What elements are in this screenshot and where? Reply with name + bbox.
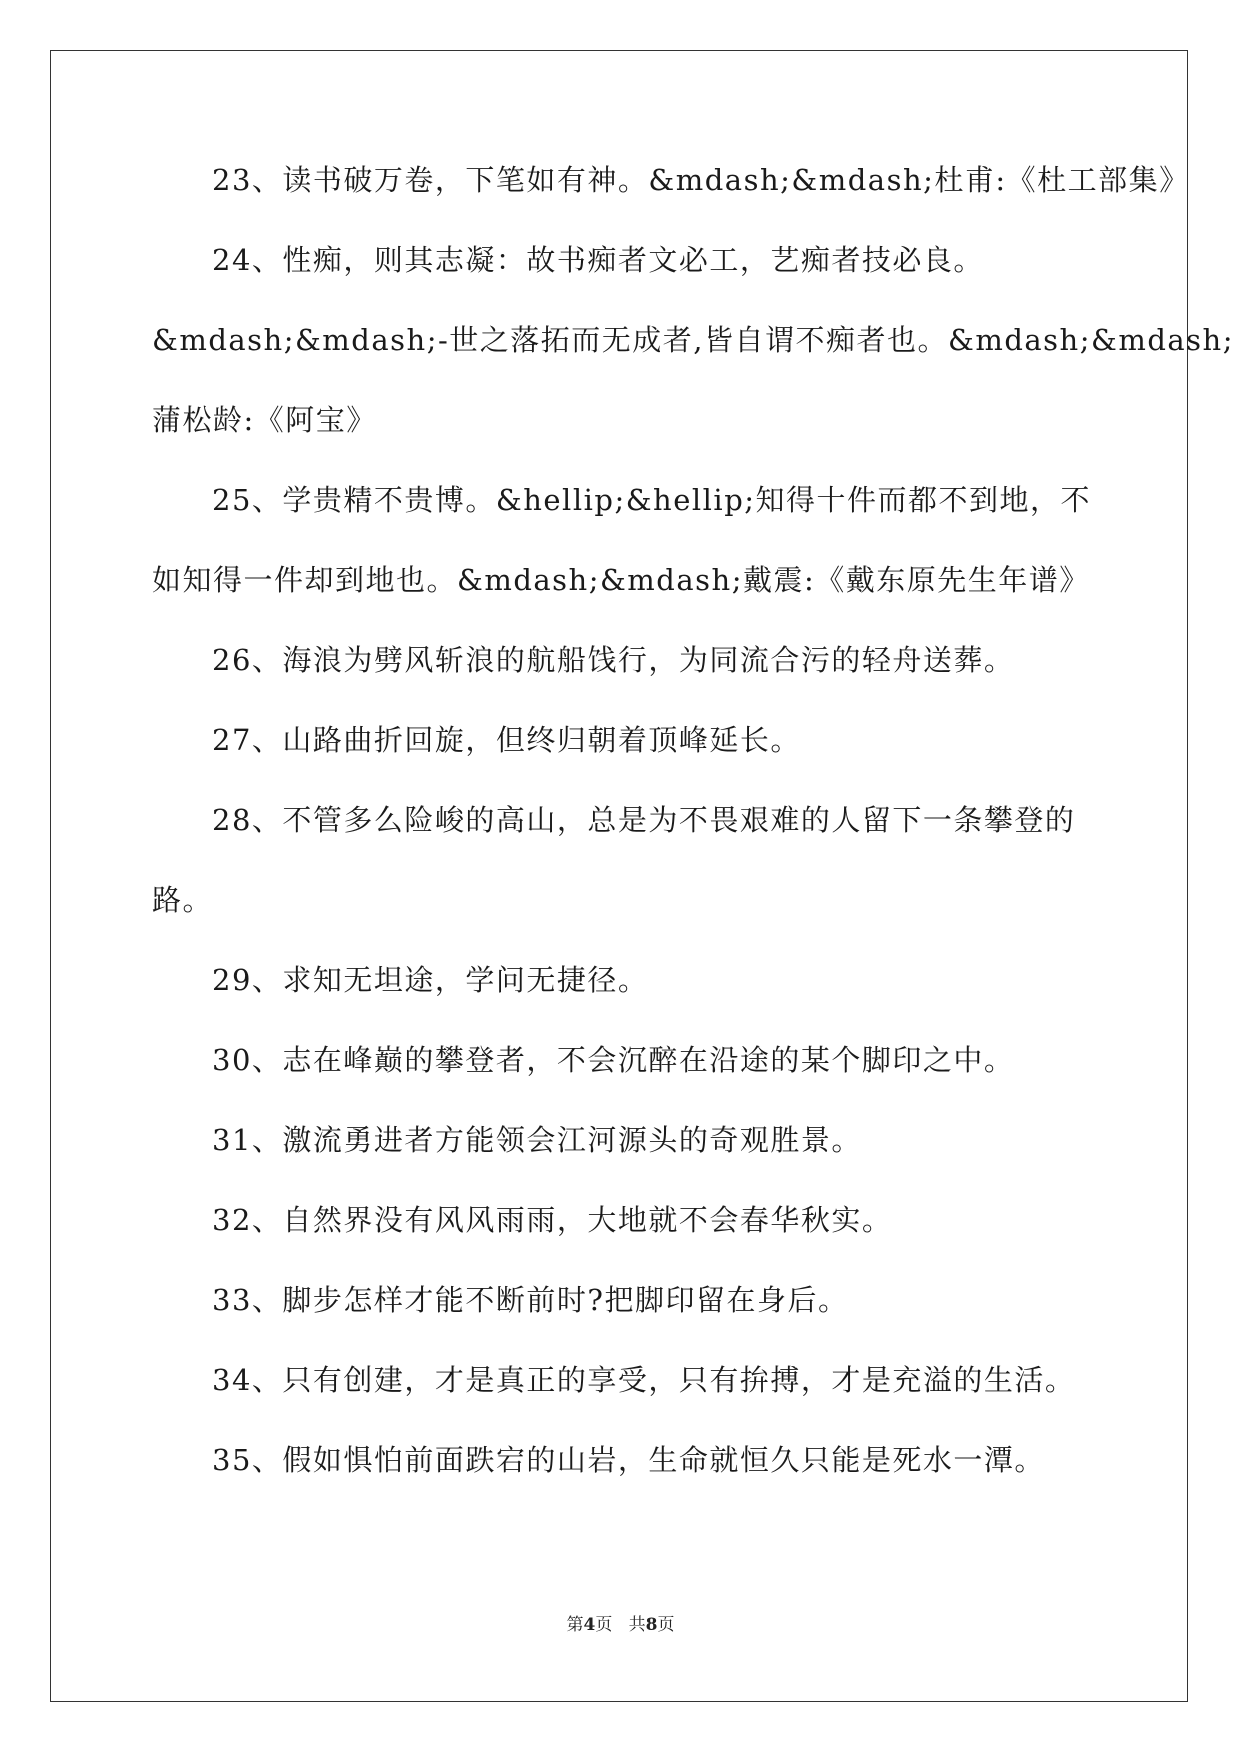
text-line: 33、脚步怎样才能不断前时?把脚印留在身后。 <box>212 1283 849 1317</box>
footer-prefix: 第 <box>566 1615 584 1635</box>
text-line: 24、性痴，则其志凝：故书痴者文必工，艺痴者技必良。 <box>212 243 984 277</box>
total-page-number: 8 <box>645 1615 658 1635</box>
text-line: 32、自然界没有风风雨雨，大地就不会春华秋实。 <box>212 1203 893 1237</box>
text-line: 25、学贵精不贵博。&hellip;&hellip;知得十件而都不到地，不 <box>212 483 1092 517</box>
footer-total-prefix: 共 <box>628 1615 646 1635</box>
text-line: 34、只有创建，才是真正的享受，只有拚搏，才是充溢的生活。 <box>212 1363 1076 1397</box>
text-line: 27、山路曲折回旋，但终归朝着顶峰延长。 <box>212 723 801 757</box>
text-line: 蒲松龄:《阿宝》 <box>152 403 377 437</box>
text-line: 26、海浪为劈风斩浪的航船饯行，为同流合污的轻舟送葬。 <box>212 643 1015 677</box>
text-line: 28、不管多么险峻的高山，总是为不畏艰难的人留下一条攀登的 <box>212 803 1076 837</box>
text-line: 如知得一件却到地也。&mdash;&mdash;戴震:《戴东原先生年谱》 <box>152 563 1090 597</box>
text-line: &mdash;&mdash;-世之落拓而无成者,皆自谓不痴者也。&mdash;&mdash; <box>152 323 1235 357</box>
page-footer <box>0 1610 1241 1635</box>
footer-page-word: 页 <box>595 1615 613 1635</box>
footer-total-suffix: 页 <box>657 1615 675 1635</box>
text-line: 30、志在峰巅的攀登者，不会沉醉在沿途的某个脚印之中。 <box>212 1043 1015 1077</box>
current-page-number: 4 <box>583 1615 596 1635</box>
text-line: 路。 <box>152 883 214 917</box>
text-line: 29、求知无坦途，学问无捷径。 <box>212 963 649 997</box>
text-line: 31、激流勇进者方能领会江河源头的奇观胜景。 <box>212 1123 862 1157</box>
text-line: 23、读书破万卷，下笔如有神。&mdash;&mdash;杜甫:《杜工部集》 <box>212 163 1190 197</box>
text-line: 35、假如惧怕前面跌宕的山岩，生命就恒久只能是死水一潭。 <box>212 1443 1045 1477</box>
